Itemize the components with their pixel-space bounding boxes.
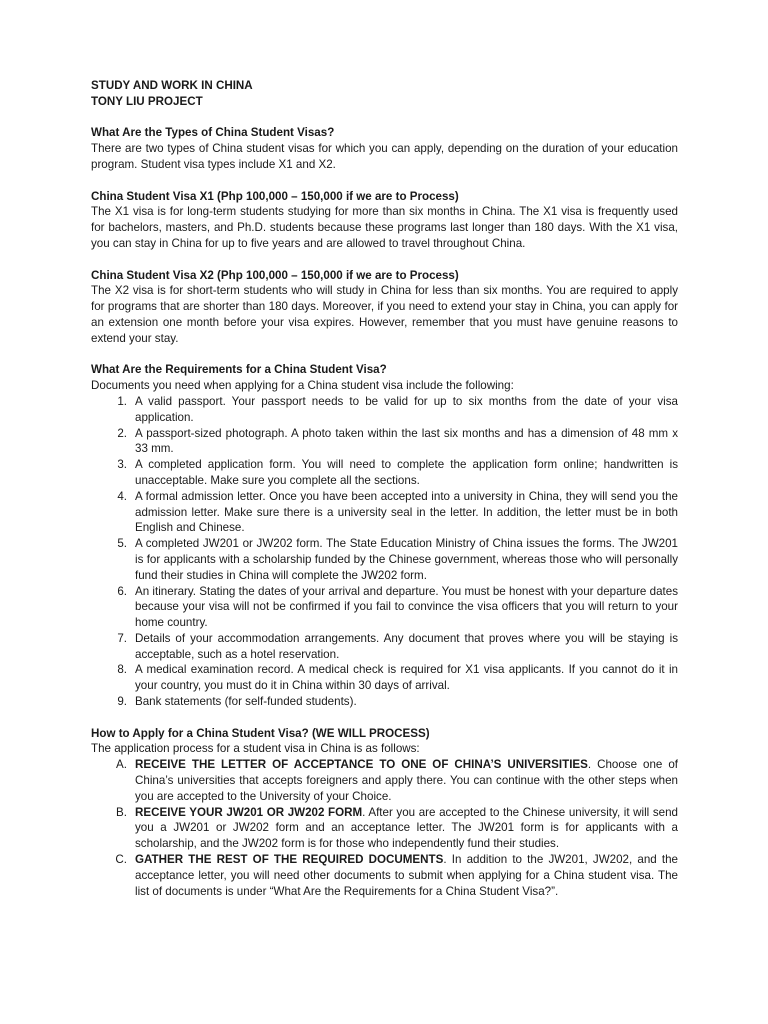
list-item [91,852,678,899]
list-number: 2. [117,426,127,440]
list-text: Bank statements (for self-funded students). [135,695,357,709]
list-item [91,536,678,583]
apply-steps-list [91,757,678,899]
list-item [91,662,678,694]
section-paragraph: The X2 visa is for short-term students who will study in China for less than six months. You are required to apply for programs that are shorter than 180 days. Moreover, if you need to extend your stay in China, you can apply for an extension one month before your visa expires. However, remember that you must have genuine reasons to extend your stay. [91,284,678,345]
section-requirements [91,362,678,710]
list-item [91,426,678,458]
list-text: A formal admission letter. Once you have been accepted into a university in China, they will send you the admission letter. Make sure there is a university seal in the letter. In addition, the letter must be in both English and Chinese. [135,489,678,535]
step-text: . In addition to the JW201, JW202, and the acceptance letter, you will need other documents to submit when applying for a China student visa. The list of documents is under “What Are the Requirements for a China Student Visa?”. [135,853,678,898]
list-number: 8. [117,663,127,677]
section-intro: Documents you need when applying for a China student visa include the following: [91,379,514,393]
section-heading: How to Apply for a China Student Visa? (WE WILL PROCESS) [91,726,430,740]
list-number: 1. [117,394,127,408]
list-item [91,457,678,489]
list-item [91,757,678,804]
list-item [91,694,678,710]
list-number: 6. [117,584,127,598]
list-item [91,805,678,852]
list-item [91,631,678,663]
list-letter: C. [115,853,127,867]
list-text: Details of your accommodation arrangements. Any document that proves where you will be staying is acceptable, such as a hotel reservation. [135,631,678,661]
list-number: 7. [117,631,127,645]
section-heading: What Are the Types of China Student Visas? [91,126,335,140]
list-item [91,394,678,426]
step-title: RECEIVE THE LETTER OF ACCEPTANCE TO ONE OF CHINA’S UNIVERSITIES [135,758,588,772]
section-heading: China Student Visa X1 (Php 100,000 – 150,000 if we are to Process) [91,189,459,203]
section-visa-x2 [91,268,678,347]
section-visa-x1 [91,189,678,252]
list-text: A passport-sized photograph. A photo taken within the last six months and has a dimension of 48 mm x 33 mm. [135,426,678,456]
list-number: 9. [117,695,127,709]
list-number: 5. [117,537,127,551]
document-subtitle: TONY LIU PROJECT [91,94,203,108]
list-item [91,489,678,536]
list-text: A completed JW201 or JW202 form. The State Education Ministry of China issues the forms. The JW201 is for applicants with a scholarship funded by the Chinese government, whereas those who will personally fund their studies in China will complete the JW202 form. [135,537,678,582]
list-number: 4. [117,489,127,503]
section-paragraph: There are two types of China student visas for which you can apply, depending on the duration of your education program. Student visa types include X1 and X2. [91,142,678,171]
section-intro: The application process for a student visa in China is as follows: [91,742,420,756]
list-item [91,584,678,631]
section-heading: China Student Visa X2 (Php 100,000 – 150,000 if we are to Process) [91,268,459,282]
section-how-to-apply [91,726,678,900]
section-visa-types [91,125,678,172]
requirements-list [91,394,678,710]
document-title: STUDY AND WORK IN CHINA [91,79,253,92]
section-paragraph: The X1 visa is for long-term students studying for more than six months in China. The X1 visa is frequently used for bachelors, masters, and Ph.D. students because these programs last longer than 180 days. With the X1 visa, you can stay in China for up to five years and are allowed to travel throughout China. [91,205,678,250]
list-letter: A. [116,758,127,772]
step-text: . After you are accepted to the Chinese university, it will send you a JW201 or JW202 form and an acceptance letter. The JW201 form is for applicants with a scholarship, and the JW202 form is for those who independently fund their studies. [135,805,678,851]
list-text: An itinerary. Stating the dates of your arrival and departure. You must be honest with your departure dates because your visa will not be confirmed if you fail to convince the visa officers that you will return to your home country. [135,584,678,630]
list-number: 3. [117,458,127,472]
list-text: A valid passport. Your passport needs to be valid for up to six months from the date of your visa application. [135,394,678,424]
step-text: . Choose one of China’s universities that accepts foreigners and apply there. You can continue with the other steps when you are accepted to the University of your Choice. [135,758,678,803]
list-text: A medical examination record. A medical check is required for X1 visa applicants. If you cannot do it in your country, you must do it in China within 30 days of arrival. [135,663,678,693]
step-title: GATHER THE REST OF THE REQUIRED DOCUMENTS [135,853,444,867]
list-text: A completed application form. You will need to complete the application form online; handwritten is unacceptable. Make sure you complete all the sections. [135,458,678,487]
section-heading: What Are the Requirements for a China Student Visa? [91,363,387,377]
step-title: RECEIVE YOUR JW201 OR JW202 FORM [135,805,363,819]
list-letter: B. [116,805,127,819]
